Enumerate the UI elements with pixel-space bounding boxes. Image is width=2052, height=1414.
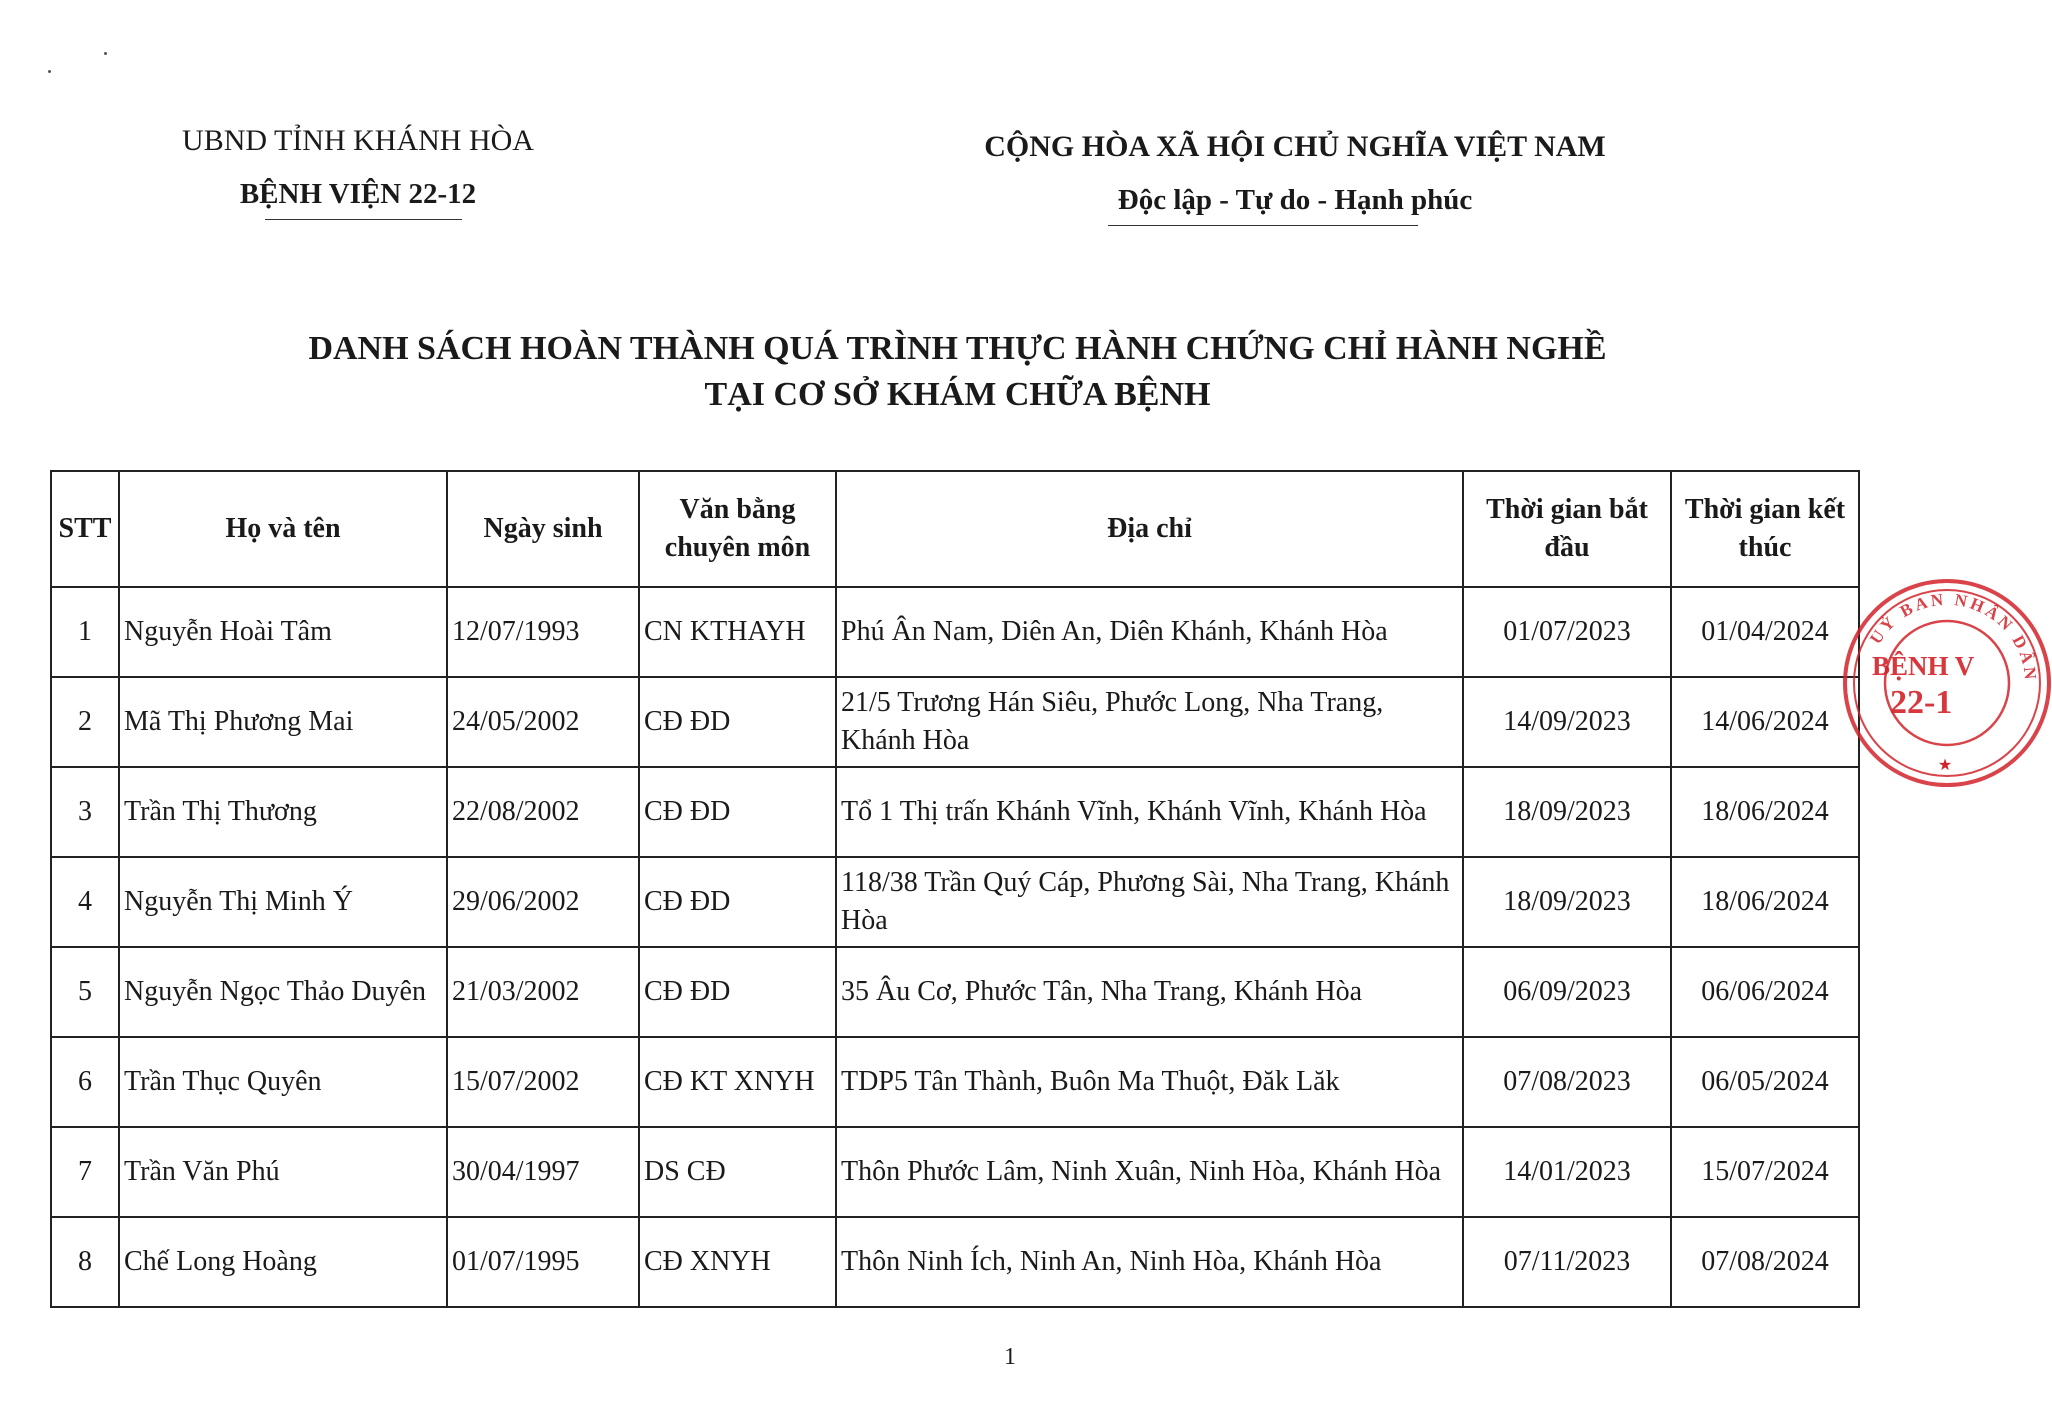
header-right-underline: [1108, 225, 1418, 226]
full-name-cell: Nguyễn Hoài Tâm: [119, 587, 447, 677]
page-number: 1: [1004, 1344, 1016, 1370]
birth-date-cell: 29/06/2002: [447, 857, 639, 947]
row-number-cell: 5: [51, 947, 119, 1037]
table-row: [51, 587, 1859, 677]
end-date-cell: 15/07/2024: [1671, 1127, 1859, 1217]
address-cell: TDP5 Tân Thành, Buôn Ma Thuột, Đăk Lăk: [836, 1037, 1463, 1127]
official-seal: [1842, 578, 2052, 788]
row-number-cell: 6: [51, 1037, 119, 1127]
full-name-cell: Trần Thị Thương: [119, 767, 447, 857]
column-header: STT: [51, 471, 119, 587]
birth-date-cell: 21/03/2002: [447, 947, 639, 1037]
scan-speck: [48, 70, 51, 73]
table-row: [51, 1127, 1859, 1217]
column-header: Họ và tên: [119, 471, 447, 587]
column-header: Văn bằng chuyên môn: [639, 471, 836, 587]
agency-name: UBND TỈNH KHÁNH HÒA: [182, 124, 534, 157]
column-header: Địa chỉ: [836, 471, 1463, 587]
table-row: [51, 767, 1859, 857]
row-number-cell: 7: [51, 1127, 119, 1217]
qualification-cell: DS CĐ: [639, 1127, 836, 1217]
start-date-cell: 14/01/2023: [1463, 1127, 1671, 1217]
address-cell: Tổ 1 Thị trấn Khánh Vĩnh, Khánh Vĩnh, Khánh Hòa: [836, 767, 1463, 857]
seal-center-line1: BỆNH V: [1872, 651, 1975, 681]
row-number-cell: 4: [51, 857, 119, 947]
end-date-cell: 07/08/2024: [1671, 1217, 1859, 1307]
table-row: [51, 947, 1859, 1037]
row-number-cell: 1: [51, 587, 119, 677]
birth-date-cell: 12/07/1993: [447, 587, 639, 677]
birth-date-cell: 22/08/2002: [447, 767, 639, 857]
birth-date-cell: 01/07/1995: [447, 1217, 639, 1307]
table-row: [51, 1037, 1859, 1127]
address-cell: Thôn Phước Lâm, Ninh Xuân, Ninh Hòa, Khánh Hòa: [836, 1127, 1463, 1217]
address-cell: 21/5 Trương Hán Siêu, Phước Long, Nha Trang, Khánh Hòa: [836, 677, 1463, 767]
start-date-cell: 07/08/2023: [1463, 1037, 1671, 1127]
birth-date-cell: 24/05/2002: [447, 677, 639, 767]
national-motto: Độc lập - Tự do - Hạnh phúc: [1117, 184, 1473, 216]
qualification-cell: CĐ KT XNYH: [639, 1037, 836, 1127]
table-row: [51, 677, 1859, 767]
full-name-cell: Mã Thị Phương Mai: [119, 677, 447, 767]
document-subtitle: TẠI CƠ SỞ KHÁM CHỮA BỆNH: [704, 376, 1211, 413]
table-header-row: [51, 471, 1859, 587]
start-date-cell: 14/09/2023: [1463, 677, 1671, 767]
document-title: DANH SÁCH HOÀN THÀNH QUÁ TRÌNH THỰC HÀNH CHỨNG CHỈ HÀNH NGHỀ: [308, 330, 1607, 367]
row-number-cell: 3: [51, 767, 119, 857]
end-date-cell: 14/06/2024: [1671, 677, 1859, 767]
full-name-cell: Nguyễn Thị Minh Ý: [119, 857, 447, 947]
table-row: [51, 857, 1859, 947]
full-name-cell: Nguyễn Ngọc Thảo Duyên: [119, 947, 447, 1037]
start-date-cell: 18/09/2023: [1463, 767, 1671, 857]
birth-date-cell: 15/07/2002: [447, 1037, 639, 1127]
seal-star-icon: ★: [1937, 757, 1953, 774]
column-header: Thời gian bắt đầu: [1463, 471, 1671, 587]
end-date-cell: 18/06/2024: [1671, 767, 1859, 857]
end-date-cell: 06/06/2024: [1671, 947, 1859, 1037]
column-header: Ngày sinh: [447, 471, 639, 587]
end-date-cell: 01/04/2024: [1671, 587, 1859, 677]
seal-center-line2: 22-1: [1890, 684, 1953, 721]
full-name-cell: Trần Thục Quyên: [119, 1037, 447, 1127]
qualification-cell: CN KTHAYH: [639, 587, 836, 677]
start-date-cell: 01/07/2023: [1463, 587, 1671, 677]
hospital-name: BỆNH VIỆN 22-12: [239, 178, 477, 210]
row-number-cell: 2: [51, 677, 119, 767]
seal-ring-text: UỶ BAN NHÂN DÂN: [1865, 589, 2041, 684]
qualification-cell: CĐ ĐD: [639, 947, 836, 1037]
scan-speck: [104, 52, 107, 55]
column-header: Thời gian kết thúc: [1671, 471, 1859, 587]
qualification-cell: CĐ ĐD: [639, 857, 836, 947]
birth-date-cell: 30/04/1997: [447, 1127, 639, 1217]
end-date-cell: 06/05/2024: [1671, 1037, 1859, 1127]
row-number-cell: 8: [51, 1217, 119, 1307]
table-row: [51, 1217, 1859, 1307]
address-cell: 35 Âu Cơ, Phước Tân, Nha Trang, Khánh Hòa: [836, 947, 1463, 1037]
national-title: CỘNG HÒA XÃ HỘI CHỦ NGHĨA VIỆT NAM: [984, 130, 1606, 163]
qualification-cell: CĐ XNYH: [639, 1217, 836, 1307]
full-name-cell: Chế Long Hoàng: [119, 1217, 447, 1307]
address-cell: Phú Ân Nam, Diên An, Diên Khánh, Khánh Hòa: [836, 587, 1463, 677]
qualification-cell: CĐ ĐD: [639, 677, 836, 767]
start-date-cell: 18/09/2023: [1463, 857, 1671, 947]
qualification-cell: CĐ ĐD: [639, 767, 836, 857]
address-cell: Thôn Ninh Ích, Ninh An, Ninh Hòa, Khánh Hòa: [836, 1217, 1463, 1307]
practice-completion-table: [50, 470, 1860, 1308]
address-cell: 118/38 Trần Quý Cáp, Phương Sài, Nha Trang, Khánh Hòa: [836, 857, 1463, 947]
header-left-underline: [265, 219, 462, 220]
full-name-cell: Trần Văn Phú: [119, 1127, 447, 1217]
start-date-cell: 06/09/2023: [1463, 947, 1671, 1037]
end-date-cell: 18/06/2024: [1671, 857, 1859, 947]
start-date-cell: 07/11/2023: [1463, 1217, 1671, 1307]
